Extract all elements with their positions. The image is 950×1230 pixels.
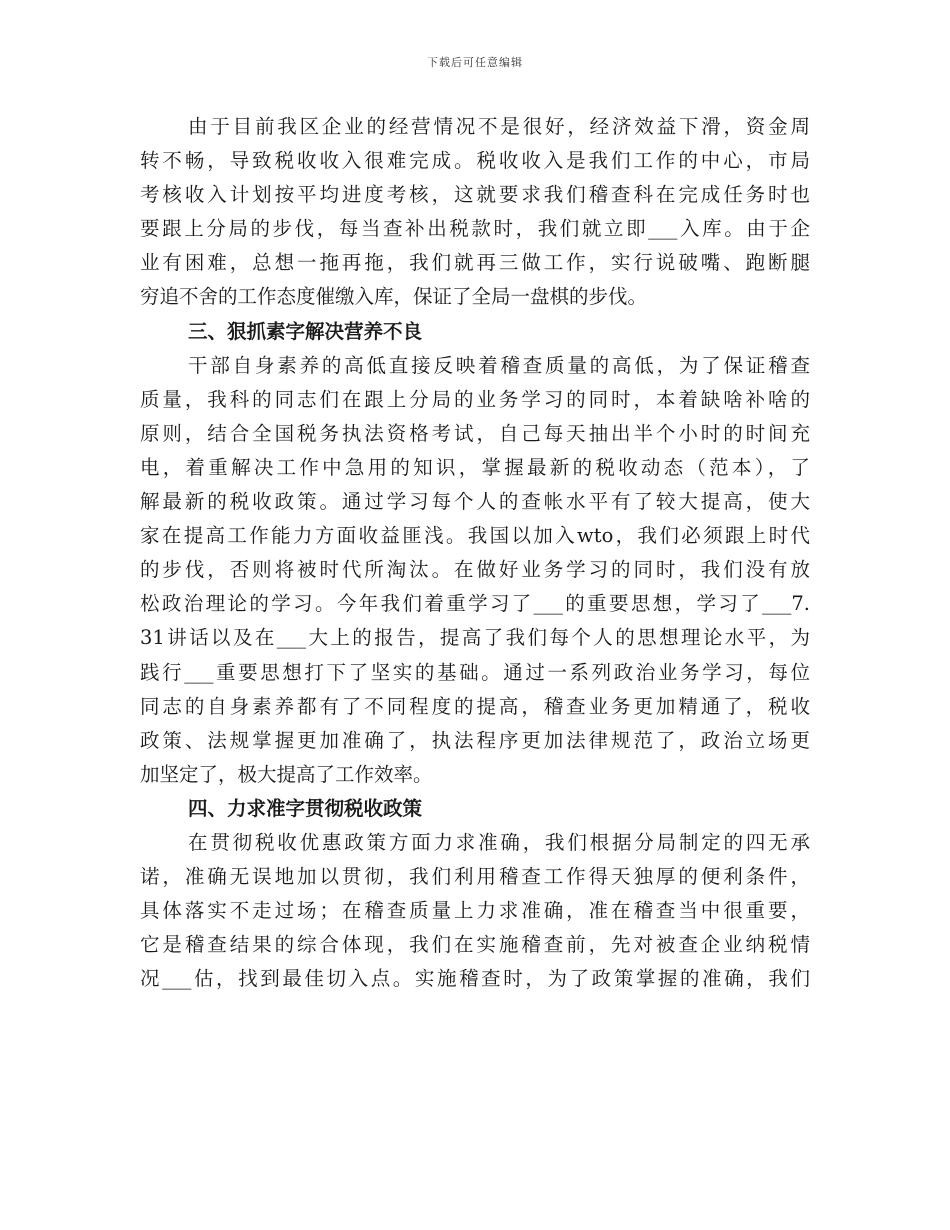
paragraph-line: 要跟上分局的步伐，每当查补出税款时，我们就立即___入库。由于企: [140, 217, 810, 241]
page-header-note: 下载后可任意编辑: [427, 56, 523, 69]
paragraph-line: 31讲话以及在___大上的报告，提高了我们每个人的思想理论水平，为: [140, 626, 810, 650]
paragraph-line: 具体落实不走过场；在稽查质量上力求准确，准在稽查当中很重要，: [140, 899, 810, 923]
paragraph-line: 业有困难，总想一拖再拖，我们就再三做工作，实行说破嘴、跑断腿: [140, 251, 810, 275]
section-heading-4: 四、力求准字贯彻税收政策: [188, 796, 423, 820]
paragraph-line: 它是稽查结果的综合体现，我们在实施稽查前，先对被查企业纳税情: [140, 933, 810, 957]
paragraph-line: 政策、法规掌握更加准确了，执法程序更加法律规范了，政治立场更: [140, 728, 810, 752]
paragraph-line: 诺，准确无误地加以贯彻，我们利用稽查工作得天独厚的便利条件，: [140, 865, 810, 889]
paragraph-line: 电，着重解决工作中急用的知识，掌握最新的税收动态（范本），了: [140, 455, 810, 479]
paragraph-line: 加坚定了，极大提高了工作效率。: [140, 762, 433, 786]
paragraph-line: 转不畅，导致税收收入很难完成。税收收入是我们工作的中心，市局: [140, 149, 810, 173]
document-body: [140, 110, 810, 996]
paragraph-revenue: [140, 110, 810, 315]
paragraph-line: 由于目前我区企业的经营情况不是很好，经济效益下滑，资金周: [188, 115, 810, 138]
paragraph-line: 考核收入计划按平均进度考核，这就要求我们稽查科在完成任务时也: [140, 183, 810, 207]
paragraph-line: 质量，我科的同志们在跟上分局的业务学习的同时，本着缺啥补啥的: [140, 387, 810, 411]
paragraph-policy: [140, 826, 810, 996]
paragraph-line: 家在提高工作能力方面收益匪浅。我国以加入wto，我们必须跟上时代: [140, 524, 810, 548]
section-heading-3: 三、狠抓素字解决营养不良: [188, 319, 423, 343]
paragraph-quality: [140, 349, 810, 792]
paragraph-line: 况___估，找到最佳切入点。实施稽查时，为了政策掌握的准确，我们: [140, 967, 810, 991]
paragraph-line: 穷追不舍的工作态度催缴入库，保证了全局一盘棋的步伐。: [140, 285, 648, 309]
paragraph-line: 的步伐，否则将被时代所淘汰。在做好业务学习的同时，我们没有放: [140, 558, 810, 582]
paragraph-line: 解最新的税收政策。通过学习每个人的查帐水平有了较大提高，使大: [140, 490, 810, 514]
paragraph-line: 松政治理论的学习。今年我们着重学习了___的重要思想，学习了___7.: [140, 592, 810, 616]
paragraph-line: 原则，结合全国税务执法资格考试，自己每天抽出半个小时的时间充: [140, 421, 810, 445]
paragraph-line: 践行___重要思想打下了坚实的基础。通过一系列政治业务学习，每位: [140, 660, 810, 684]
paragraph-line: 在贯彻税收优惠政策方面力求准确，我们根据分局制定的四无承: [188, 830, 810, 854]
paragraph-line: 同志的自身素养都有了不同程度的提高，稽查业务更加精通了，税收: [140, 694, 810, 718]
paragraph-line: 干部自身素养的高低直接反映着稽查质量的高低，为了保证稽查: [188, 353, 810, 377]
